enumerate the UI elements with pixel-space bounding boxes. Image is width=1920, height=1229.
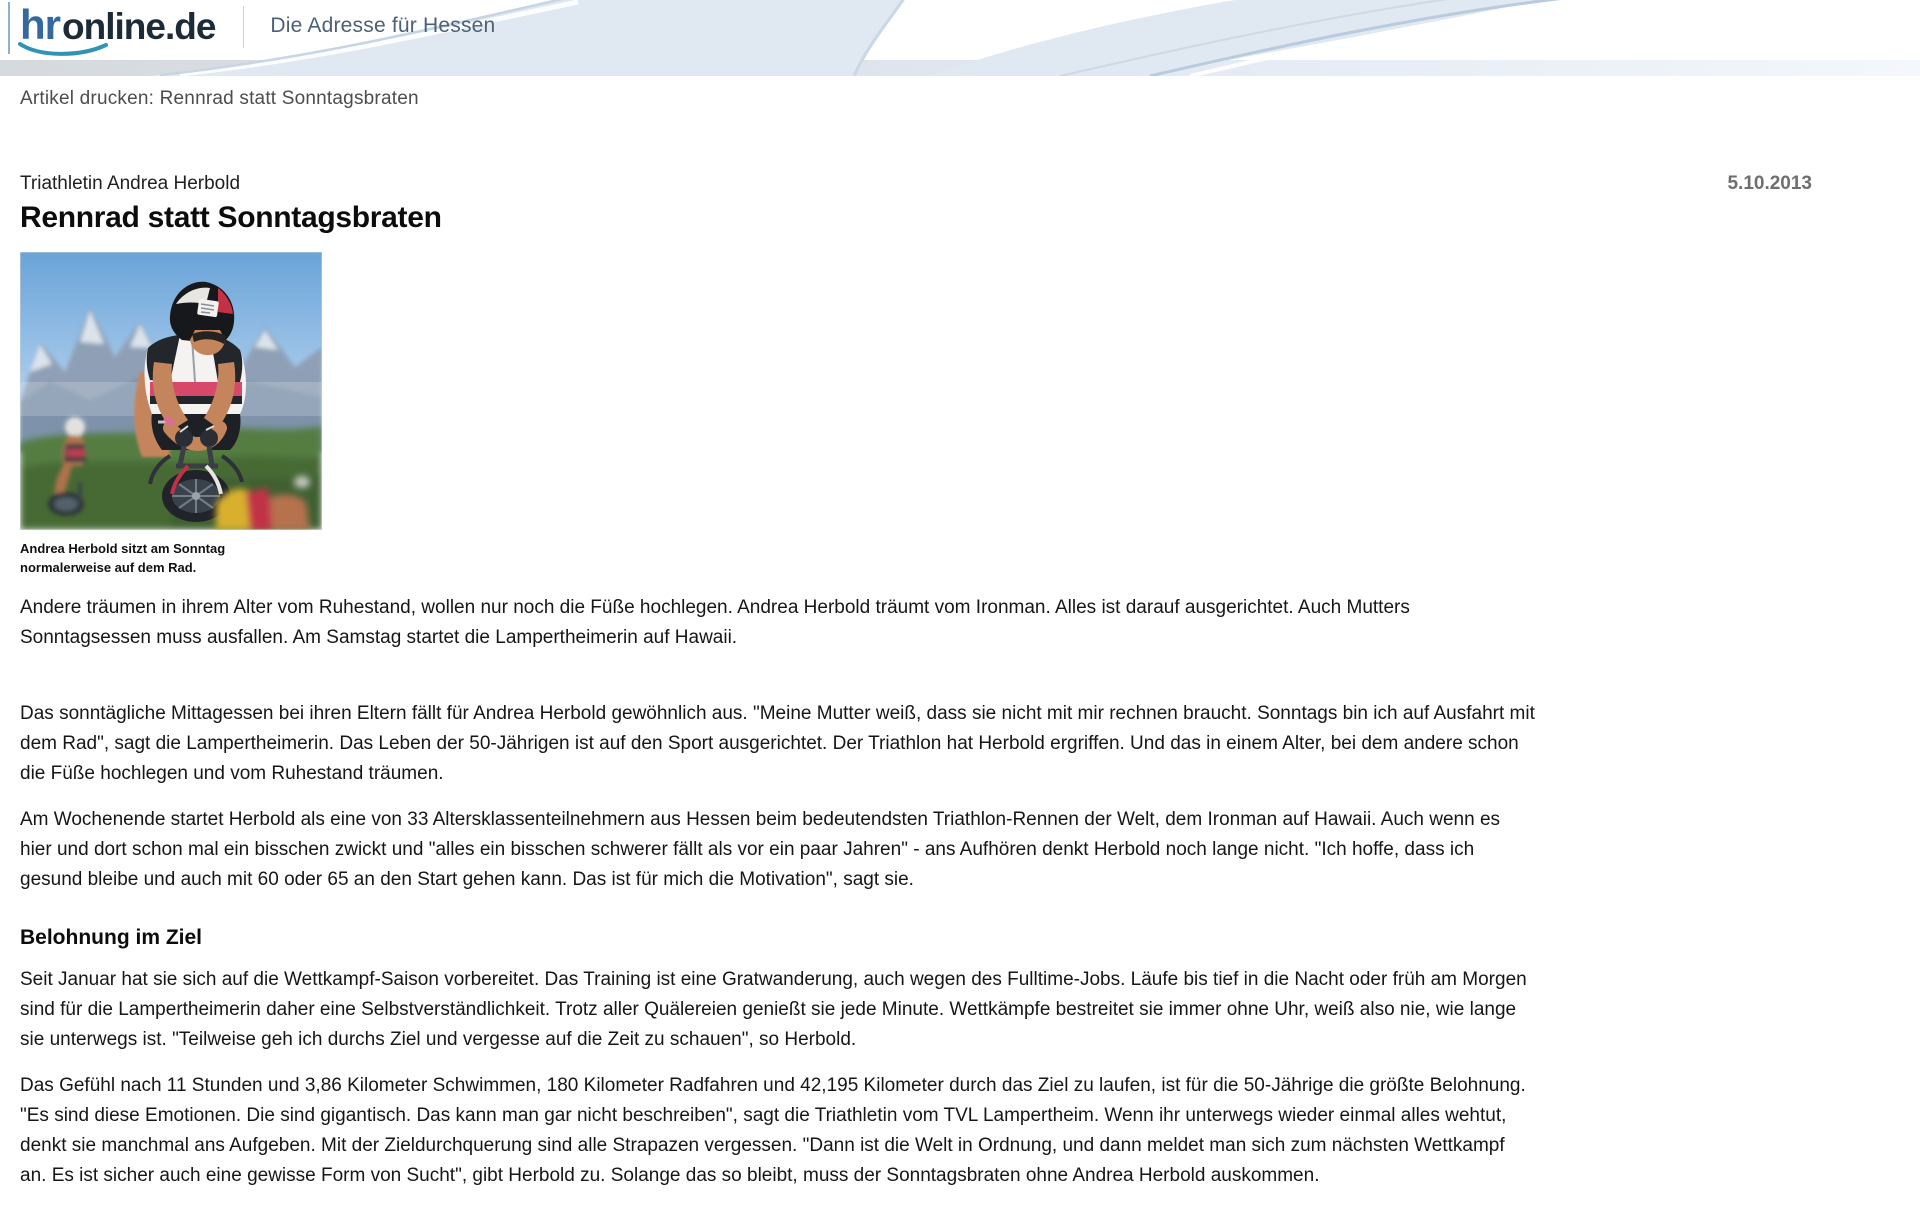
article-paragraph: Am Wochenende startet Herbold als eine von 33 Altersklassenteilnehmern aus Hessen beim bedeutendsten Triathlon-Rennen der Welt, dem Ironman auf Hawaii. Auch wenn es hier und dort schon mal ein bisschen zwickt und "alles ein bisschen schwerer fällt als vor ein paar Jahren" - ans Aufhören denkt Herbold noch lange nicht. "Ich hoffe, dass ich gesund bleibe und auch mit 60 oder 65 an den Start gehen kann. Das ist für mich die Motivation", sagt sie.: [20, 809, 1501, 890]
logo-tagline: Die Adresse für Hessen: [270, 14, 496, 37]
article-kicker: Triathletin Andrea Herbold: [20, 173, 241, 194]
article-lead: Andere träumen in ihrem Alter vom Ruhestand, wollen nur noch die Füße hochlegen. Andrea Herbold träumt vom Ironman. Alles ist darauf ausgerichtet. Auch Mutters Sonntagsessen muss ausfallen. Am Samstag startet die Lampertheimerin auf Hawaii.: [20, 597, 1410, 648]
article-title: Rennrad statt Sonntagsbraten: [20, 201, 442, 234]
print-bar-label: Artikel drucken: Rennrad statt Sonntagsbraten: [20, 88, 419, 109]
photo-caption-line2: normalerweise auf dem Rad.: [20, 560, 197, 575]
article-paragraph: Das sonntägliche Mittagessen bei ihren Eltern fällt für Andrea Herbold gewöhnlich aus. "Meine Mutter weiß, dass sie nicht mit mir rechnen braucht. Sonntags bin ich auf Ausfahrt mit dem Rad", sagt die Lampertheimerin. Das Leben der 50-Jährigen ist auf den Sport ausgerichtet. Der Triathlon hat Herbold ergriffen. Und das in einem Alter, bei dem andere schon die Füße hochlegen und vom Ruhestand träumen.: [20, 703, 1535, 784]
site-header: [0, 0, 1920, 76]
photo-caption: [20, 539, 322, 577]
article-paragraph: Das Gefühl nach 11 Stunden und 3,86 Kilometer Schwimmen, 180 Kilometer Radfahren und 42,195 Kilometer durch das Ziel zu laufen, ist für die 50-Jährige die größte Belohnung. "Es sind diese Emotionen. Die sind gigantisch. Das kann man gar nicht beschreiben", sagt die Triathletin vom TVL Lampertheim. Wenn ihr unterwegs wieder einmal alles wehtut, denkt sie manchmal ans Aufgeben. Mit der Zieldurchquerung sind alle Strapazen vergessen. "Dann ist die Welt in Ordnung, und dann meldet man sich zum nächsten Wettkampf an. Es ist sicher auch eine gewisse Form von Sucht", gibt Herbold zu. Solange das so bleibt, muss der Sonntagsbraten ohne Andrea Herbold auskommen.: [20, 1075, 1526, 1186]
article-figure: [20, 252, 322, 577]
logo-left-rule: [8, 2, 10, 54]
article-date: 5.10.2013: [1727, 173, 1812, 194]
logo-domain-text: online.de: [62, 6, 216, 47]
article-paragraph: Seit Januar hat sie sich auf die Wettkampf-Saison vorbereitet. Das Training ist eine Gratwanderung, auch wegen des Fulltime-Jobs. Läufe bis tief in die Nacht oder früh am Morgen sind für die Lampertheimerin daher eine Selbstverständlichkeit. Trotz aller Quälereien genießt sie jede Minute. Wettkämpfe bestreitet sie immer ohne Uhr, weiß also nie, wie lange sie unterwegs ist. "Teilweise geh ich durchs Ziel und vergesse auf die Zeit zu schauen", so Herbold.: [20, 969, 1527, 1050]
article-meta-row: [20, 172, 1812, 196]
site-logo[interactable]: [8, 2, 495, 54]
article: [0, 172, 1920, 1191]
logo-arc-icon: [18, 42, 110, 58]
article-subheading: Belohnung im Ziel: [20, 926, 202, 949]
logo-divider: [243, 6, 244, 48]
article-photo: [20, 252, 322, 530]
logo-hr-text: hr: [20, 1, 60, 48]
photo-caption-line1: Andrea Herbold sitzt am Sonntag: [20, 541, 226, 556]
